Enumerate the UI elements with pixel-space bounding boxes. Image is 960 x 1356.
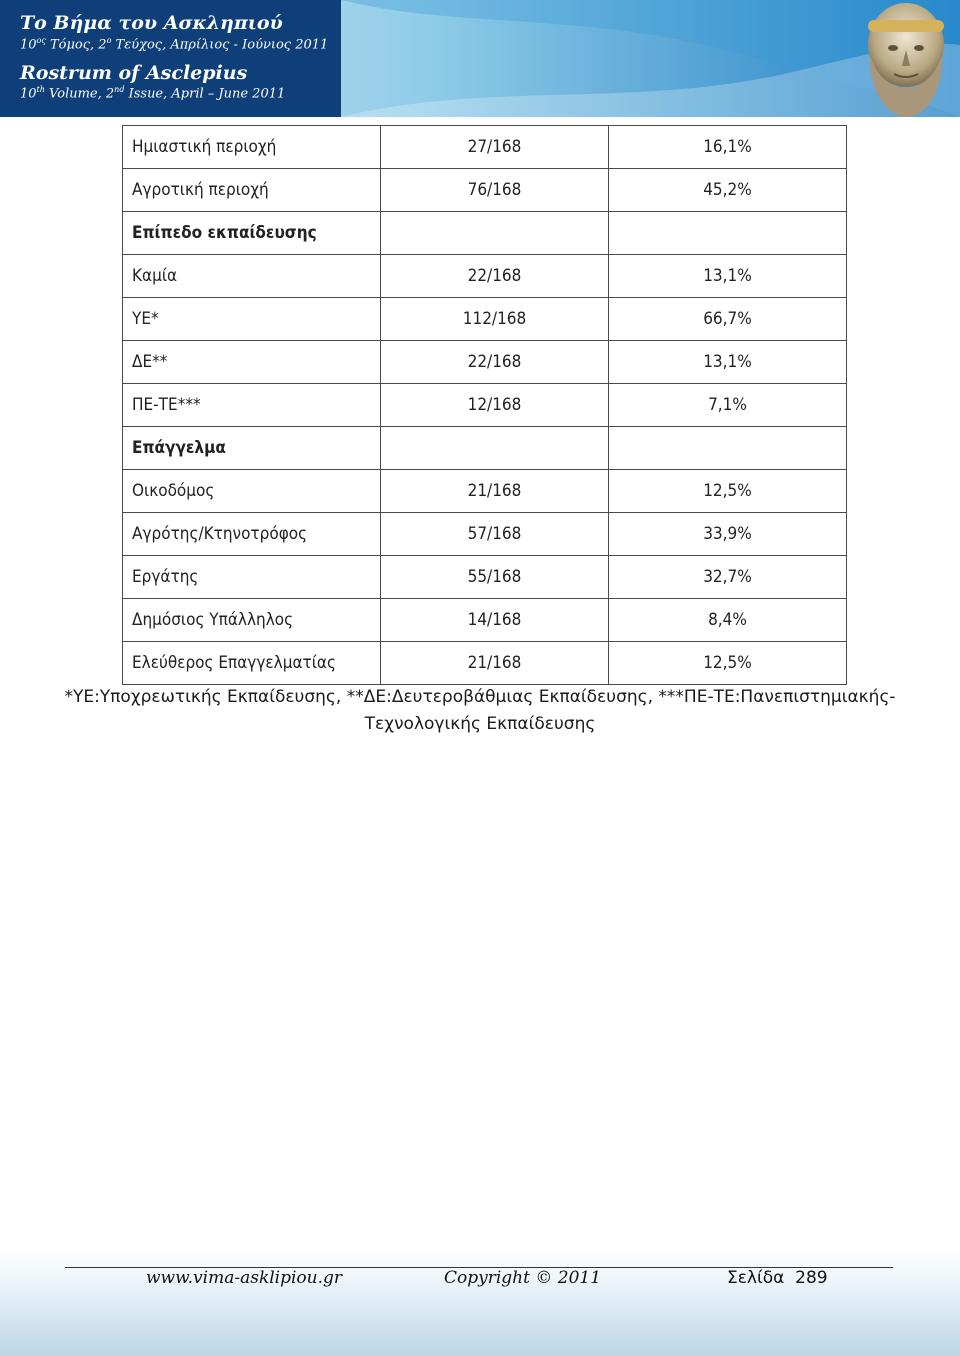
row-count: 22/168 — [381, 341, 609, 384]
row-percent: 16,1% — [609, 126, 847, 169]
row-count: 21/168 — [381, 642, 609, 685]
row-label: Οικοδόμος — [123, 470, 381, 513]
row-percent — [609, 427, 847, 470]
table-row — [123, 470, 847, 513]
row-percent: 7,1% — [609, 384, 847, 427]
row-label: Επάγγελμα — [123, 427, 381, 470]
footer-website-link[interactable]: www.vima-asklipiou.gr — [146, 1268, 343, 1288]
row-label: Επίπεδο εκπαίδευσης — [123, 212, 381, 255]
row-count — [381, 427, 609, 470]
row-count: 76/168 — [381, 169, 609, 212]
table-row — [123, 556, 847, 599]
row-percent: 13,1% — [609, 341, 847, 384]
issue-info-english: 10th Volume, 2nd Issue, April – June 2011 — [20, 85, 286, 102]
issue-info-greek: $10^{o\varsigma}$ Τόμος, $2^o$ Τεύχος, Απρίλιος - Ιούνιος 2011 — [20, 36, 329, 53]
page-header — [0, 0, 960, 117]
row-count: 21/168 — [381, 470, 609, 513]
table-row — [123, 384, 847, 427]
footer-page-number: Σελίδα 289 — [727, 1268, 828, 1288]
table-row — [123, 427, 847, 470]
row-label: ΥΕ* — [123, 298, 381, 341]
table-row — [123, 341, 847, 384]
footer-copyright: Copyright © 2011 — [444, 1268, 602, 1288]
row-count: 112/168 — [381, 298, 609, 341]
row-label: ΠΕ-ΤΕ*** — [123, 384, 381, 427]
table-row — [123, 212, 847, 255]
row-percent: 32,7% — [609, 556, 847, 599]
row-label: Δημόσιος Υπάλληλος — [123, 599, 381, 642]
row-label: ΔΕ** — [123, 341, 381, 384]
asclepius-bust-icon — [848, 0, 960, 117]
table-row — [123, 169, 847, 212]
row-count: 55/168 — [381, 556, 609, 599]
row-percent: 13,1% — [609, 255, 847, 298]
row-percent: 66,7% — [609, 298, 847, 341]
row-percent: 8,4% — [609, 599, 847, 642]
table-footnote: *ΥΕ:Υποχρεωτικής Εκπαίδευσης, **ΔΕ:Δευτεροβάθμιας Εκπαίδευσης, ***ΠΕ-ΤΕ:Πανεπιστημιακής-Τεχνολογικής Εκπαίδευσης — [64, 687, 896, 734]
footer-band — [0, 1250, 960, 1356]
row-count: 14/168 — [381, 599, 609, 642]
journal-title-english: Rostrum of Asclepius — [20, 62, 248, 84]
row-count: 12/168 — [381, 384, 609, 427]
row-count: 22/168 — [381, 255, 609, 298]
row-percent: 45,2% — [609, 169, 847, 212]
row-count: 27/168 — [381, 126, 609, 169]
journal-title-greek: Το Βήμα του Ασκληπιού — [20, 12, 283, 34]
table-row — [123, 255, 847, 298]
row-label: Ημιαστική περιοχή — [123, 126, 381, 169]
row-percent: 12,5% — [609, 642, 847, 685]
table-row — [123, 298, 847, 341]
row-label: Αγροτική περιοχή — [123, 169, 381, 212]
table-row — [123, 513, 847, 556]
row-label: Καμία — [123, 255, 381, 298]
row-label: Ελεύθερος Επαγγελματίας — [123, 642, 381, 685]
row-percent: 12,5% — [609, 470, 847, 513]
row-percent — [609, 212, 847, 255]
table-row — [123, 126, 847, 169]
demographics-table — [122, 125, 847, 685]
table-row — [123, 599, 847, 642]
row-count — [381, 212, 609, 255]
row-label: Αγρότης/Κτηνοτρόφος — [123, 513, 381, 556]
table-row — [123, 642, 847, 685]
row-percent: 33,9% — [609, 513, 847, 556]
row-label: Εργάτης — [123, 556, 381, 599]
row-count: 57/168 — [381, 513, 609, 556]
